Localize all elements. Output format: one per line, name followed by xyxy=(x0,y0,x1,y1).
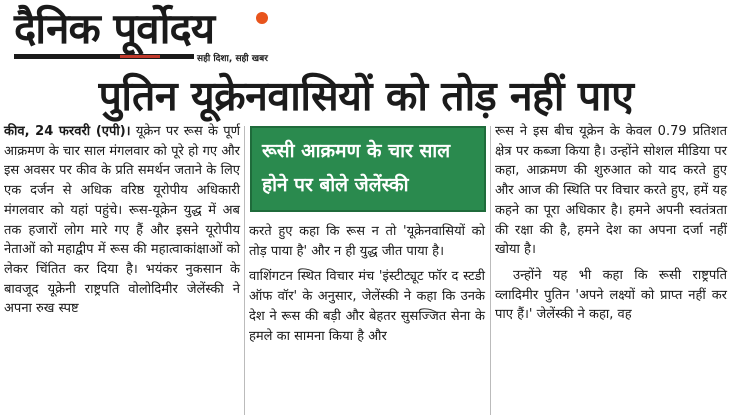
article-paragraph: करते हुए कहा कि रूस न तो 'यूक्रेनवासियों को तोड़ पाया है' और न ही युद्ध जीत पाया है। xyxy=(249,224,485,259)
logo-sun-icon xyxy=(256,12,268,24)
article-paragraph: रूस ने इस बीच यूक्रेन के केवल 0.79 प्रतिशत क्षेत्र पर कब्जा किया है। उन्होंने सोशल मीडिया पर कहा, आक्रमण की शुरुआत को याद करते हुए और आज की स्थिति पर विचार करते हुए, हमें यह कहने का पूरा अधिकार है। हमने अपनी स्वतंत्रता की रक्षा की है, हमने देश का अपना दर्जा नहीं खोया है। xyxy=(495,124,727,258)
article-paragraph: वाशिंगटन स्थित विचार मंच 'इंस्टीट्यूट फॉर द स्टडी ऑफ वॉर' के अनुसार, जेलेंस्की ने कहा कि उनके देश ने रूस की बड़ी और बेहतर सुसज्जित सेना के हमले का सामना किया है और xyxy=(249,269,485,344)
column-divider xyxy=(490,126,491,415)
column-divider xyxy=(244,126,245,415)
masthead xyxy=(0,0,732,70)
article-headline: पुतिन यूक्रेनवासियों को तोड़ नहीं पाए xyxy=(98,72,634,120)
newspaper-logo: दैनिक पूर्वोदय xyxy=(14,4,215,53)
paragraph-text: यूक्रेन पर रूस के पूर्ण आक्रमण के चार साल मंगलवार को पूरे हो गए और इस अवसर पर कीव के प्रति समर्थन जताने के लिए एक दर्जन से अधिक वरिष्ठ यूरोपीय अधिकारी मंगलवार को यहां पहुंचे। रूस-यूक्रेन युद्ध में अब तक हजारों लोग मारे गए हैं और इसने यूरोपीय नेताओं को महाद्वीप में रूस की महात्वाकांक्षाओं को लेकर चिंतित कर दिया है। भयंकर नुकसान के बावजूद यूक्रेनी राष्ट्रपति वोलोदिमीर जेलेंस्की ने अपना रुख स्पष्ट xyxy=(4,124,240,317)
logo-underline xyxy=(14,54,194,59)
article-column-3 xyxy=(495,122,727,325)
article-paragraph xyxy=(4,122,240,319)
logo-underline-accent xyxy=(120,55,160,58)
article-column-1 xyxy=(4,122,240,319)
article-paragraph: उन्होंने यह भी कहा कि रूसी राष्ट्रपति व्लादिमीर पुतिन 'अपने लक्ष्यों को प्राप्त नहीं कर पाए हैं।' जेलेंस्की ने कहा, वह xyxy=(495,267,727,323)
dateline: कीव, 24 फरवरी (एपी)। xyxy=(4,124,131,139)
article-column-2 xyxy=(249,222,485,346)
masthead-tagline: सही दिशा, सही खबर xyxy=(197,54,268,64)
callout-box: रूसी आक्रमण के चार साल होने पर बोले जेलेंस्की xyxy=(250,126,486,212)
